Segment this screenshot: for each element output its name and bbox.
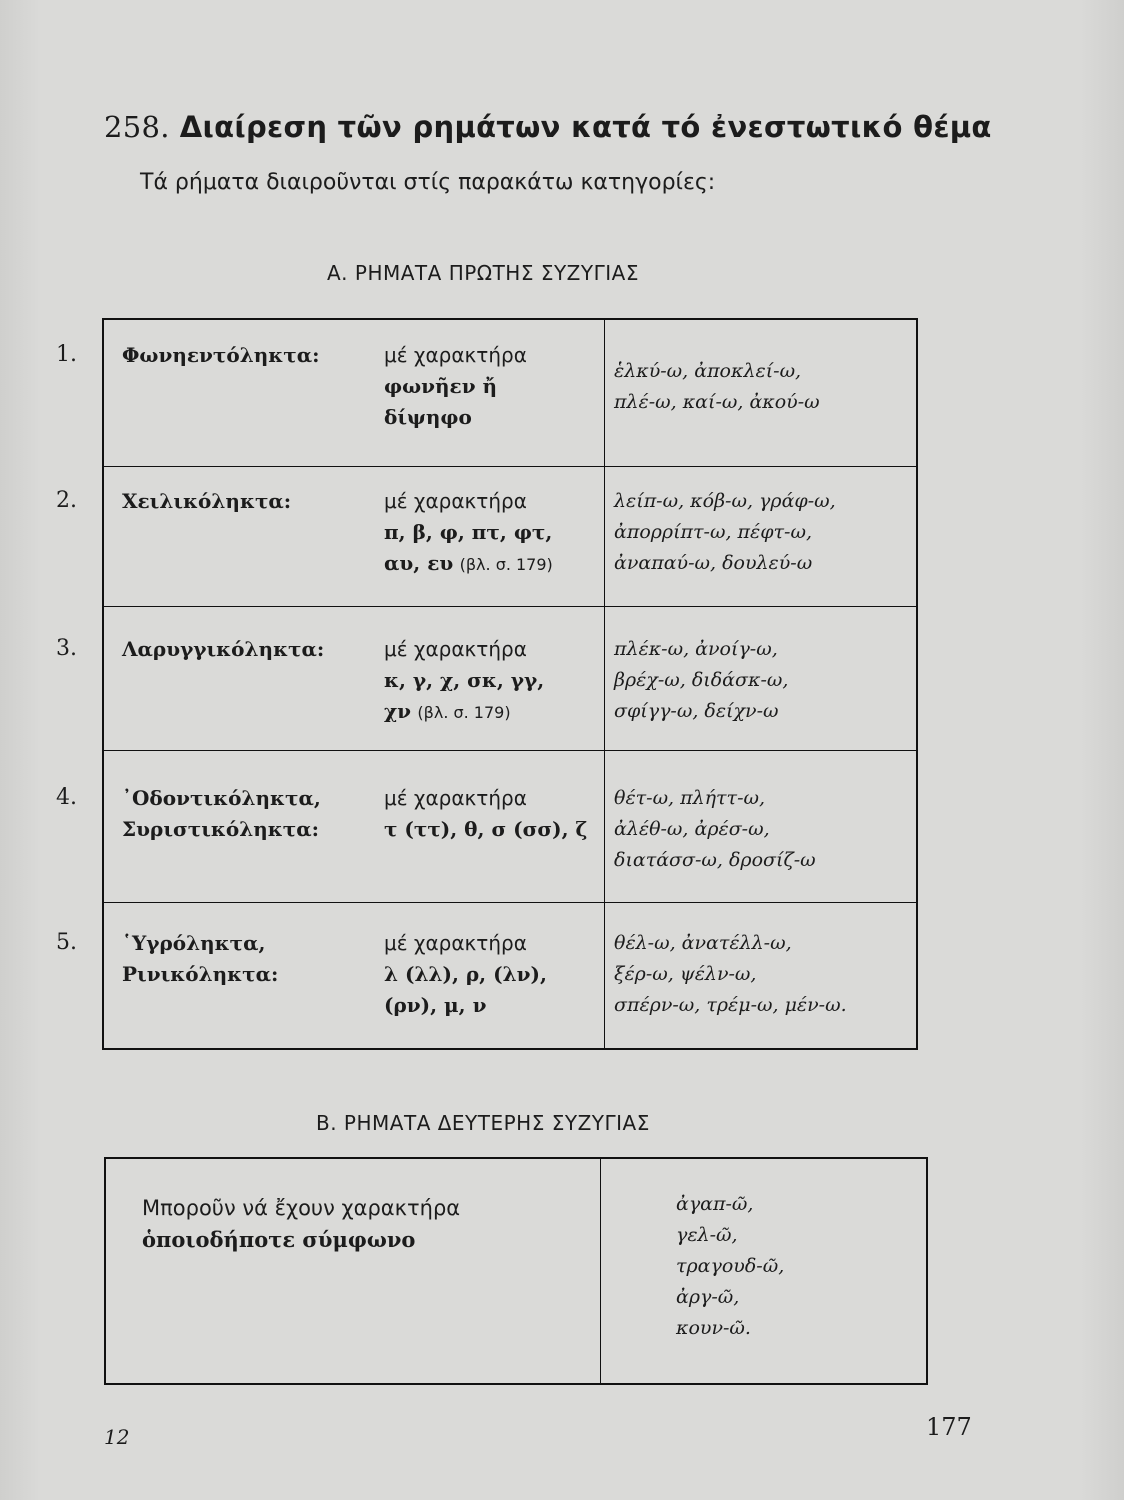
characteristic-desc: μέ χαρακτήρα λ (λλ), ρ, (λν), (ρν), μ, ν [384,931,547,1017]
row-number: 3. [56,636,77,661]
characteristic-desc: μέ χαρακτήρα φωνῆεν ἤ δίψηφο [384,343,527,429]
second-conjugation-table [104,1157,928,1385]
row-number: 1. [56,342,77,367]
row-number: 5. [56,930,77,955]
column-divider [604,320,605,1048]
example-verbs: ἑλκύ-ω, ἀποκλεί-ω, πλέ-ω, καί-ω, ἀκού-ω [614,360,820,413]
column-divider [600,1159,601,1383]
category-label: ᾿Οδοντικόληκτα, Συριστικόληκτα: [122,786,321,841]
section-title: Διαίρεση τῶν ρημάτων κατά τό ἐνεστωτικό θέμα [179,110,992,144]
category-label: Φωνηεντόληκτα: [122,343,320,367]
characteristic-desc: μέ χαρακτήρα π, β, φ, πτ, φτ, αυ, ευ (βλ. σ. 179) [384,489,553,575]
characteristic-desc: Μποροῦν νά ἔχουν χαρακτήρα ὁποιοδήποτε σύμφωνο [142,1196,461,1252]
example-verbs: θέτ-ω, πλήττ-ω, ἀλέθ-ω, ἀρέσ-ω, διατάσσ-ω, δροσίζ-ω [614,787,816,871]
group-a-title: Α. ΡΗΜΑΤΑ ΠΡΩΤΗΣ ΣΥΖΥΓΙΑΣ [327,261,639,285]
first-conjugation-table [56,318,918,1050]
row-number: 2. [56,488,77,513]
characteristic-desc: μέ χαρακτήρα τ (ττ), θ, σ (σσ), ζ [384,786,588,841]
category-label: Λαρυγγικόληκτα: [122,637,325,661]
row-number: 4. [56,785,77,810]
category-label: ῾Υγρόληκτα, Ρινικόληκτα: [122,931,279,986]
example-verbs: ἀγαπ-ῶ, γελ-ῶ, τραγουδ-ῶ, ἀργ-ῶ, κουν-ῶ. [676,1193,785,1339]
row-divider [104,902,916,903]
row-divider [104,750,916,751]
page-number: 177 [926,1413,972,1441]
category-label: Χειλικόληκτα: [122,489,292,513]
section-number: 258. [104,110,170,144]
group-b-title: Β. ΡΗΜΑΤΑ ΔΕΥΤΕΡΗΣ ΣΥΖΥΓΙΑΣ [316,1111,650,1135]
characteristic-desc: μέ χαρακτήρα κ, γ, χ, σκ, γγ, χν (βλ. σ. 179) [384,637,545,723]
row-divider [104,466,916,467]
row-divider [104,606,916,607]
intro-text: Τά ρήματα διαιροῦνται στίς παρακάτω κατηγορίες: [140,170,716,195]
signature-mark: 12 [104,1425,130,1449]
example-verbs: λείπ-ω, κόβ-ω, γράφ-ω, ἀπορρίπτ-ω, πέφτ-ω, ἀναπαύ-ω, δουλεύ-ω [614,490,836,574]
section-heading [104,110,1064,144]
example-verbs: πλέκ-ω, ἀνοίγ-ω, βρέχ-ω, διδάσκ-ω, σφίγγ-ω, δείχν-ω [614,638,789,722]
example-verbs: θέλ-ω, ἀνατέλλ-ω, ξέρ-ω, ψέλν-ω, σπέρν-ω, τρέμ-ω, μέν-ω. [614,932,847,1016]
